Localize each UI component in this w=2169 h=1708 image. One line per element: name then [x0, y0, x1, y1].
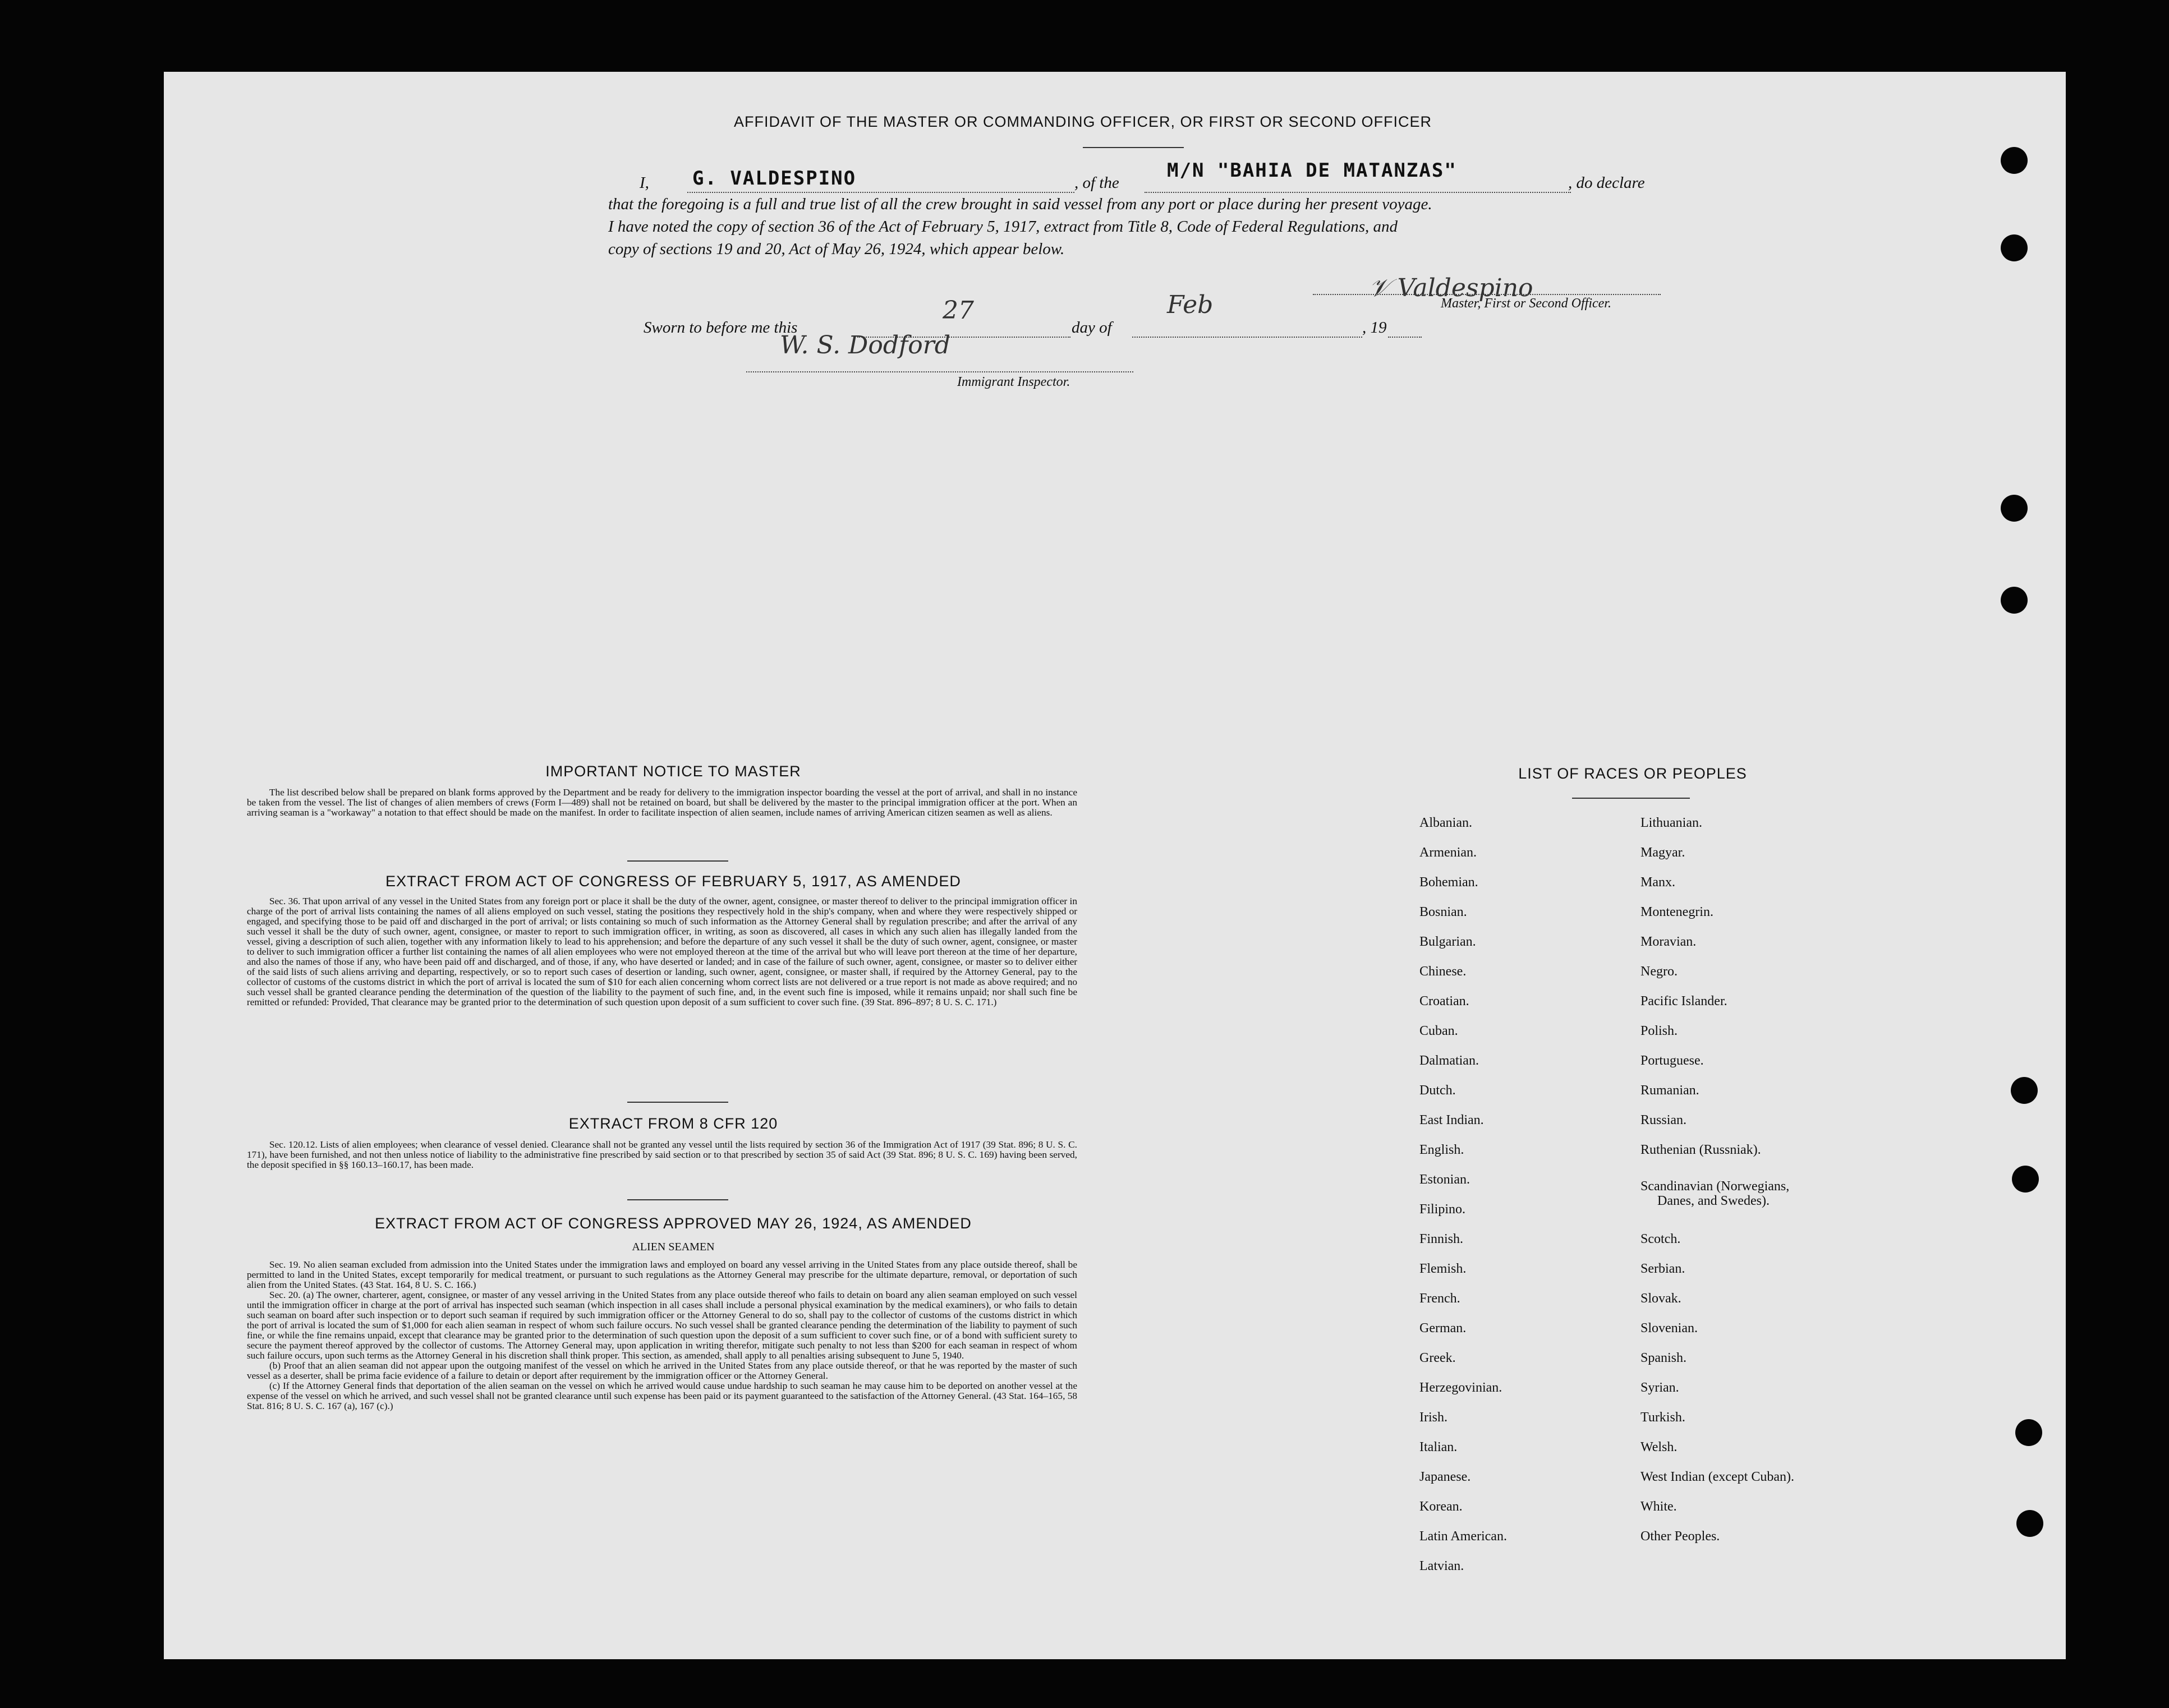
- i-label: I,: [640, 174, 649, 192]
- month-field-line: [1132, 337, 1362, 338]
- affidavit-line-3: I have noted the copy of section 36 of the Act of February 5, 1917, extract from Title 8, Code of Federal Regulations, and: [608, 218, 1398, 236]
- race-left: German.: [1419, 1321, 1467, 1336]
- sec-20c-paragraph: (c) If the Attorney General finds that deportation of the alien seaman on the vessel on which he arrived would cause undue hardship to such seaman he may cause him to be deported on another vessel at the expense of the vessel on which he arrived, and such vessel shall not be granted clearance until such expense has been paid or its payment guaranteed to the satisfaction of the Attorney General. (43 Stat. 164–165, 58 Stat. 816; 8 U. S. C. 167 (a), 167 (c).): [247, 1380, 1077, 1411]
- master-signature: 𝒱 Valdespino: [1369, 274, 1533, 302]
- race-left: Dalmatian.: [1419, 1053, 1479, 1068]
- race-left: Dutch.: [1419, 1083, 1456, 1098]
- race-left: Latin American.: [1419, 1529, 1507, 1544]
- race-right: White.: [1640, 1499, 1677, 1514]
- race-right: Scotch.: [1640, 1232, 1681, 1246]
- race-right: West Indian (except Cuban).: [1640, 1470, 1794, 1484]
- race-right: Turkish.: [1640, 1410, 1685, 1425]
- master-name: G. VALDESPINO: [692, 167, 857, 190]
- do-declare-label: , do declare: [1568, 174, 1645, 192]
- punch-hole: [2001, 147, 2028, 174]
- race-right: Danes, and Swedes).: [1657, 1194, 1770, 1208]
- vessel-field-line: [1145, 192, 1571, 193]
- section-rule: [627, 860, 728, 862]
- race-left: Cuban.: [1419, 1024, 1458, 1038]
- affidavit-line-2: that the foregoing is a full and true list of all the crew brought in said vessel from any port or place during her present voyage.: [608, 195, 1432, 213]
- punch-hole: [2001, 587, 2028, 614]
- race-right: Russian.: [1640, 1113, 1687, 1127]
- race-right: Pacific Islander.: [1640, 994, 1727, 1009]
- punch-hole: [2001, 495, 2028, 522]
- extract-1917-heading: EXTRACT FROM ACT OF CONGRESS OF FEBRUARY 5, 1917, AS AMENDED: [385, 873, 961, 890]
- sec-19-paragraph: Sec. 19. No alien seaman excluded from admission into the United States under the immigration laws and employed on board any vessel arriving in the United States from any place outside thereof, shall be permitted to land in the United States, except temporarily for medical treatment, or pursuant to such regulations as the Attorney General may prescribe for the ultimate departure, removal, or deportation of such alien from the United States. (43 Stat. 164, 8 U. S. C. 166.): [247, 1259, 1077, 1290]
- inspector-caption: Immigrant Inspector.: [957, 375, 1070, 389]
- race-left: Croatian.: [1419, 994, 1469, 1009]
- master-caption: Master, First or Second Officer.: [1441, 296, 1611, 311]
- race-right: Syrian.: [1640, 1380, 1679, 1395]
- race-right: Ruthenian (Russniak).: [1640, 1143, 1761, 1157]
- affidavit-line-4: copy of sections 19 and 20, Act of May 26, 1924, which appear below.: [608, 240, 1065, 258]
- race-left: Latvian.: [1419, 1559, 1464, 1573]
- race-right: Montenegrin.: [1640, 905, 1713, 919]
- race-left: Bohemian.: [1419, 875, 1478, 890]
- race-left: East Indian.: [1419, 1113, 1484, 1127]
- races-heading-rule: [1572, 798, 1690, 799]
- race-left: Filipino.: [1419, 1202, 1466, 1217]
- race-right: Other Peoples.: [1640, 1529, 1720, 1544]
- notice-paragraph: The list described below shall be prepared on blank forms approved by the Department and be ready for delivery to the immigration inspector boarding the vessel at the port of arrival, and shall in no instance be taken from the vessel. The list of changes of alien members of crews (Form I—489) shall not be retained on board, but shall be delivered by the master to the principal immigration officer at the port. When an arriving seaman is a "workaway" a notation to that effect should be made on the manifest. In order to facilitate inspection of alien seamen, include names of arriving American citizen seamen as well as aliens.: [247, 787, 1077, 818]
- sworn-label: Sworn to before me this: [644, 319, 798, 337]
- race-right: Rumanian.: [1640, 1083, 1699, 1098]
- name-field-line: [687, 192, 1074, 193]
- races-heading: LIST OF RACES OR PEOPLES: [1518, 765, 1747, 782]
- punch-hole: [2016, 1510, 2043, 1537]
- race-left: Finnish.: [1419, 1232, 1464, 1246]
- sec-120-12-paragraph: Sec. 120.12. Lists of alien employees; when clearance of vessel denied. Clearance shall not be granted any vessel until the lists required by section 36 of the Immigration Act of 1917 (39 Stat. 896; 8 U. S. C. 171), have been furnished, and not then unless notice of liability to the administrative fine prescribed by said section or to that prescribed by section 35 of said Act (39 Stat. 896; 8 U. S. C. 169) having been served, the deposit specified in §§ 160.13–160.17, has been made.: [247, 1139, 1077, 1170]
- punch-hole: [2011, 1077, 2038, 1104]
- punch-hole: [2012, 1166, 2039, 1193]
- document-page: [164, 72, 2066, 1659]
- race-left: Bulgarian.: [1419, 934, 1476, 949]
- extract-cfr-text: [247, 1140, 1077, 1170]
- race-left: Herzegovinian.: [1419, 1380, 1502, 1395]
- extract-1924-heading: EXTRACT FROM ACT OF CONGRESS APPROVED MAY 26, 1924, AS AMENDED: [375, 1215, 972, 1232]
- race-left: Albanian.: [1419, 816, 1472, 830]
- race-left: Bosnian.: [1419, 905, 1467, 919]
- year-label: , 19: [1362, 319, 1387, 337]
- race-left: Korean.: [1419, 1499, 1463, 1514]
- race-right: Slovak.: [1640, 1291, 1681, 1306]
- day-of-label: day of: [1072, 319, 1112, 337]
- notice-heading: IMPORTANT NOTICE TO MASTER: [545, 763, 801, 780]
- day-handwriting: 27: [943, 296, 974, 325]
- race-left: Flemish.: [1419, 1262, 1467, 1276]
- extract-1917-text: [247, 896, 1077, 1007]
- section-rule: [627, 1199, 728, 1200]
- inspector-signature-line: [746, 371, 1133, 372]
- race-right: Welsh.: [1640, 1440, 1678, 1454]
- master-signature-line: [1313, 294, 1661, 295]
- race-left: Italian.: [1419, 1440, 1458, 1454]
- affidavit-heading: AFFIDAVIT OF THE MASTER OR COMMANDING OFFICER, OR FIRST OR SECOND OFFICER: [733, 113, 1432, 130]
- race-right: Polish.: [1640, 1024, 1678, 1038]
- notice-text: [247, 788, 1077, 818]
- extract-1924-text: [247, 1260, 1077, 1411]
- punch-hole: [2015, 1419, 2042, 1446]
- month-handwriting: Feb: [1167, 291, 1214, 319]
- sec-20a-paragraph: Sec. 20. (a) The owner, charterer, agent, consignee, or master of any vessel arriving in the United States from any place outside thereof who fails to detain on board any alien seaman employed on such vessel until the immigration officer in charge at the port of arrival has inspected such seaman (which inspection in all cases shall include a personal physical examination by the medical examiners), or who fails to detain such seaman on board after such inspection or to deport such seaman if required by such immigration officer or the Attorney General to do so, shall pay to the collector of customs of the customs district in which the port of arrival is located the sum of $1,000 for each alien seaman in respect of whom such failure occurs. No such vessel shall be granted clearance pending the determination of the liability to payment of such fine, or while the fine remains unpaid, except that clearance may be granted prior to the determination of such question upon the deposit of a sum sufficient to cover such fine, or of a bond with sufficient surety to secure the payment thereof approved by the collector of customs. The Attorney General may, upon application in writing therefor, mitigate such penalty to not less than $200 for each seaman in respect of whom such failure occurs, upon such terms as the Attorney General in his discretion shall think proper. This section, as amended, shall apply to all penalties arising subsequent to June 5, 1940.: [247, 1290, 1077, 1361]
- race-right: Portuguese.: [1640, 1053, 1704, 1068]
- punch-hole: [2001, 234, 2028, 261]
- race-right: Manx.: [1640, 875, 1675, 890]
- race-left: English.: [1419, 1143, 1464, 1157]
- race-left: Estonian.: [1419, 1172, 1470, 1187]
- race-right: Scandinavian (Norwegians,: [1640, 1179, 1790, 1194]
- race-left: French.: [1419, 1291, 1460, 1306]
- race-left: Chinese.: [1419, 964, 1467, 979]
- race-right: Magyar.: [1640, 845, 1685, 860]
- race-left: Irish.: [1419, 1410, 1447, 1425]
- race-left: Armenian.: [1419, 845, 1477, 860]
- vessel-name: M/N "BAHIA DE MATANZAS": [1167, 159, 1457, 182]
- inspector-signature: W. S. Dodford: [780, 331, 950, 360]
- race-right: Spanish.: [1640, 1351, 1687, 1365]
- race-right: Negro.: [1640, 964, 1678, 979]
- sec-20b-paragraph: (b) Proof that an alien seaman did not appear upon the outgoing manifest of the vessel on which he arrived in the United States from any place outside thereof, or that he was reported by the master of such vessel as a deserter, shall be prima facie evidence of a failure to detain or deport after requirement by the immigration officer or the Attorney General.: [247, 1360, 1077, 1381]
- year-field-line: [1388, 337, 1422, 338]
- race-left: Greek.: [1419, 1351, 1456, 1365]
- section-rule: [627, 1102, 728, 1103]
- race-right: Lithuanian.: [1640, 816, 1702, 830]
- race-right: Serbian.: [1640, 1262, 1685, 1276]
- race-right: Moravian.: [1640, 934, 1697, 949]
- alien-seamen-subheading: ALIEN SEAMEN: [632, 1241, 715, 1253]
- race-left: Japanese.: [1419, 1470, 1471, 1484]
- extract-cfr-heading: EXTRACT FROM 8 CFR 120: [568, 1115, 778, 1132]
- heading-rule: [1083, 147, 1184, 148]
- sec-36-paragraph: Sec. 36. That upon arrival of any vessel in the United States from any foreign port or place it shall be the duty of the owner, agent, consignee, or master thereof to deliver to the principal immigration officer in charge of the port of arrival lists containing the names of all aliens employed on such vessel, stating the positions they respectively hold in the ship's company, when and where they were respectively shipped or engaged, and specifying those to be paid off and discharged in the port of arrival; or lists containing so much of such information as the Attorney General shall by regulation prescribe; and after the arrival of any such vessel it shall be the duty of such owner, agent, consignee, or master to report to such immigration officer, in writing, as soon as discovered, all cases in which any such alien has illegally landed from the vessel, giving a description of such alien, together with any information likely to lead to his apprehension; and before the departure of any such vessel it shall be the duty of such owner, agent, consignee, or master to deliver to such immigration officer a further list containing the names of all alien employees who were not employed thereon at the time of the arrival but who will leave port thereon at the time of her departure, and also the names of those if any, who have been paid off and discharged, and of those, if any, who have deserted or landed; and in case of the failure of such owner, agent, consignee, or master so to deliver either of the said lists of such aliens arriving and departing, respectively, or so to report such cases of desertion or landing, such owner, agent, consignee, or master shall, if required by the Attorney General, pay to the collector of customs of the customs district in which the port of arrival is located the sum of $10 for each alien concerning whom correct lists are not delivered or a true report is not made as above required; and no such vessel shall be granted clearance pending the determination of the question of the liability to the payment of such fine, and, in the event such fine is imposed, while it remains unpaid; nor shall such fine be remitted or refunded: Provided, That clearance may be granted prior to the determination of such question upon deposit of a sum sufficient to cover such fine. (39 Stat. 896–897; 8 U. S. C. 171.): [247, 896, 1077, 1007]
- of-the-label: , of the: [1074, 174, 1119, 192]
- race-right: Slovenian.: [1640, 1321, 1698, 1336]
